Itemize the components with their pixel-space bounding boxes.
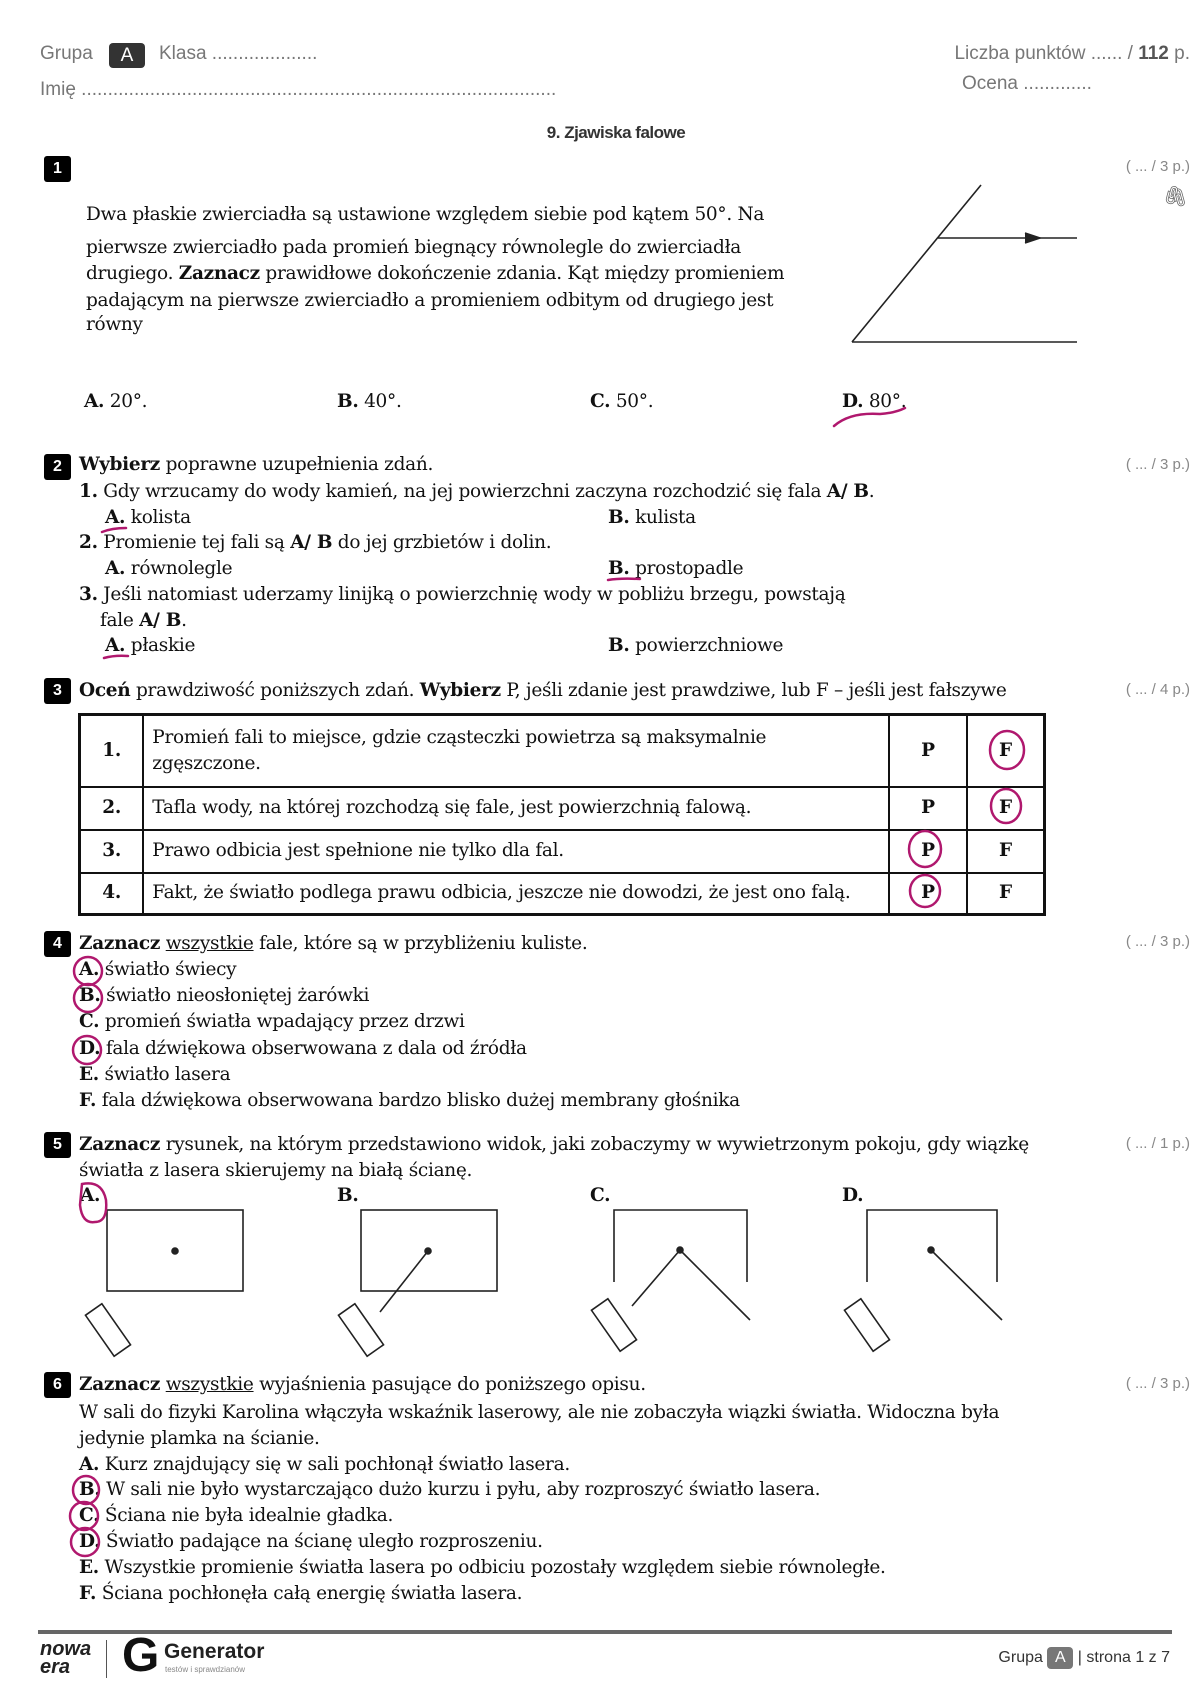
spot-c [677,1247,683,1253]
q4-option-a[interactable] [79,959,236,981]
option-letter: B. [608,635,630,656]
q2-sentence-1 [79,481,874,503]
spot-b [425,1248,431,1254]
wall-a [107,1210,243,1291]
q6-option-f[interactable] [79,1583,522,1605]
option-letter: B. [79,985,101,1006]
text: drugiego. [86,263,179,284]
option-letter: C. [79,1011,100,1032]
option-p[interactable]: P [889,787,967,830]
question-points: ( ... / 3 p.) [1125,456,1190,473]
q6-instruction [79,1374,646,1396]
n: 2. [79,532,98,553]
option-text: 80°. [863,391,907,412]
q6-option-e[interactable] [79,1557,886,1579]
question-points: ( ... / 3 p.) [1125,933,1190,950]
group-label: Grupa [998,1649,1043,1666]
text: . [868,481,875,502]
wall-c [614,1210,747,1282]
reflected-d [931,1250,1002,1320]
text: prawidłowe dokończenie zdania. Kąt między promieniem [259,263,785,284]
option-letter: C. [79,1505,100,1526]
row-number: 2. [80,787,144,830]
option-text: światło świecy [99,959,237,980]
command: Zaznacz [79,933,161,954]
beam-c [632,1250,680,1306]
page-title: 9. Zjawiska falowe [546,123,686,142]
beam-b [380,1251,428,1312]
q4-option-e[interactable] [79,1064,230,1086]
option-text: promień światła wpadający przez drzwi [99,1011,465,1032]
option-text: W sali nie było wystarczająco dużo kurzu i pyłu, aby rozproszyć światło lasera. [100,1479,821,1500]
generator-logo: Generator [164,1640,265,1663]
option-text: Ściana pochłonęła całą energię światła lasera. [96,1583,523,1604]
text: P, jeśli zdanie jest prawdziwe, lub F – jeśli jest fałszywe [500,680,1007,701]
option-letter: C. [590,391,611,412]
q5-option-c[interactable]: C. [590,1185,611,1206]
q2-instruction [79,454,433,476]
q1-option-d[interactable] [842,391,906,413]
text: rysunek, na którym przedstawiono widok, jaki zobaczymy w wywietrzonym pokoju, gdy wiązkę [160,1134,1029,1155]
reflected-c [680,1250,750,1320]
group-label: Grupa [40,43,93,64]
option-text: Kurz znajdujący się w sali pochłonął światło lasera. [99,1454,570,1475]
command: Zaznacz [79,1374,161,1395]
statement: Fakt, że światło podlega prawu odbicia, jeszcze nie dowodzi, że jest ono falą. [143,873,889,915]
mirror-diagram [852,185,1077,342]
option-p[interactable]: P [889,873,967,915]
option-letter: B. [608,507,630,528]
text: prawdziwość poniższych zdań. [130,680,420,701]
q1-text-line: pierwsze zwierciadło pada promień biegnący równolegle do zwierciadła [86,237,742,258]
q3-instruction [79,680,1007,702]
text: Gdy wrzucamy do wody kamień, na jej powierzchni zaczyna rozchodzić się fala [97,481,827,502]
q5-option-b[interactable]: B. [337,1185,359,1206]
q6-description: jedynie plamka na ścianie. [79,1428,320,1449]
q4-option-c[interactable] [79,1011,465,1033]
command: Zaznacz [178,263,260,284]
question-points: ( ... / 4 p.) [1125,681,1190,698]
q2-sentence-3 [79,584,845,606]
text: . [181,610,187,631]
option-letter: B. [337,391,359,412]
command: Wybierz [79,454,161,475]
option-text: 50°. [610,391,654,412]
spot-d [928,1247,934,1253]
q6-option-d[interactable] [79,1531,543,1553]
option-text: Światło padające na ścianę uległo rozproszeniu. [100,1531,543,1552]
question-number: 5 [44,1132,71,1158]
laser-b [338,1304,383,1356]
q2-s2-option-b[interactable] [608,558,743,580]
q2-s1-option-a[interactable] [105,507,191,529]
q1-text-line: Dwa płaskie zwierciadła są ustawione względem siebie pod kątem 50°. Na [86,204,765,225]
option-letter: F. [79,1583,97,1604]
group-badge: A [1047,1647,1073,1669]
command: Oceń [79,680,131,701]
option-text: płaskie [130,635,196,656]
q2-sentence-3b [100,610,187,632]
q1-option-a[interactable] [84,391,147,413]
option-text: kolista [130,507,191,528]
option-text: prostopadle [635,558,744,579]
points-total: 112 [1138,43,1169,64]
text: wyjaśnienia pasujące do poniższego opisu. [253,1374,646,1395]
paperclip-icon: 🖇 [1162,184,1188,208]
q2-s3-option-b[interactable] [608,635,783,657]
statement: Promień fali to miejsce, gdzie cząsteczki powietrza są maksymalnie zgęszczone. [143,715,889,787]
group-badge: A [109,43,145,68]
q4-option-f[interactable] [79,1090,740,1112]
generator-logo-icon: G [122,1629,160,1682]
option-letter: E. [79,1064,99,1085]
row-number: 1. [80,715,144,787]
q1-text-line: padającym na pierwsze zwierciadło a promieniem odbitym od drugiego jest [86,290,774,311]
q5-instruction [79,1134,1029,1156]
q2-s1-option-b[interactable] [608,507,696,529]
option-letter: A. [79,1454,100,1475]
question-points: ( ... / 3 p.) [1125,158,1190,175]
text: poprawne uzupełnienia zdań. [160,454,434,475]
option-letter: B. [79,1479,101,1500]
option-letter: D. [842,391,864,412]
option-text: Ściana nie była idealnie gładka. [99,1505,394,1526]
q2-s2-option-a[interactable] [105,558,232,580]
emphasis: wszystkie [165,933,254,954]
table-row [80,830,1045,873]
option-letter: B. [608,558,630,579]
q6-description: W sali do fizyki Karolina włączyła wskaźnik laserowy, ale nie zobaczyła wiązki światła. Widoczna była [79,1402,1000,1423]
question-number: 1 [44,156,71,182]
q5-option-a[interactable]: A. [80,1185,101,1206]
n: 1. [79,481,98,502]
option-letter: A. [79,959,100,980]
laser-d [844,1299,889,1351]
question-number: 4 [44,931,71,957]
option-letter: A. [105,507,126,528]
points-field[interactable] [954,43,1190,65]
q1-option-b[interactable] [337,391,402,413]
option-letter: E. [79,1557,99,1578]
q6-option-a[interactable] [79,1454,570,1476]
spot-a [172,1248,178,1254]
nowa-era-logo [40,1640,96,1676]
option-letter: D. [79,1531,101,1552]
q4-option-b[interactable] [79,985,369,1007]
q4-instruction [79,933,587,955]
command: Zaznacz [79,1134,161,1155]
option-text: 40°. [358,391,402,412]
option-text: powierzchniowe [635,635,784,656]
q1-option-c[interactable] [590,391,653,413]
q4-option-d[interactable] [79,1038,527,1060]
option-text: światło nieosłoniętej żarówki [100,985,370,1006]
logo-divider [106,1640,107,1678]
question-number: 3 [44,678,71,704]
q5-option-d[interactable]: D. [842,1185,864,1206]
mirror-1 [852,185,981,342]
option-text: fala dźwiękowa obserwowana z dala od źródła [100,1038,527,1059]
q2-s3-option-a[interactable] [105,635,195,657]
option-text: Wszystkie promienie światła lasera po odbiciu pozostały względem siebie równoległe. [98,1557,886,1578]
true-false-table [78,713,1046,916]
statement: Tafla wody, na której rozchodzą się fale, jest powierzchnią falową. [143,787,889,830]
question-number: 2 [44,454,71,480]
ab: A/ B [826,481,869,502]
emphasis: wszystkie [165,1374,254,1395]
option-letter: A. [105,558,126,579]
name-field[interactable]: Imię .......................................................................................... [40,79,557,100]
statement: Prawo odbicia jest spełnione nie tylko dla fal. [143,830,889,873]
points-label: Liczba punktów ...... / [954,43,1139,64]
ab: A/ B [290,532,333,553]
question-points: ( ... / 1 p.) [1125,1135,1190,1152]
logo-text: nowa era [40,1638,92,1678]
option-text: światło lasera [98,1064,231,1085]
row-number: 4. [80,873,144,915]
footer-page-info [998,1647,1170,1669]
table-row [80,787,1045,830]
option-letter: A. [84,391,105,412]
row-number: 3. [80,830,144,873]
q6-option-b[interactable] [79,1479,820,1501]
command: Wybierz [419,680,501,701]
text: do jej grzbietów i dolin. [332,532,552,553]
table-row [80,715,1045,787]
q2-sentence-2 [79,532,551,554]
q1-text-line [86,263,784,285]
option-f[interactable]: F [967,715,1045,787]
wall-b [361,1210,497,1291]
n: 3. [79,584,98,605]
points-unit: p. [1168,43,1190,64]
ab: A/ B [139,610,182,631]
generator-logo-sub: testów i sprawdzianów [165,1665,246,1674]
text: Jeśli natomiast uderzamy linijką o powierzchnię wody w pobliżu brzegu, powstają [97,584,846,605]
q1-text-line: równy [86,314,143,335]
text: fale [100,610,140,631]
option-f[interactable]: F [967,830,1045,873]
laser-figures [85,1210,1002,1356]
option-f[interactable]: F [967,873,1045,915]
option-letter: D. [79,1038,101,1059]
q6-option-c[interactable] [79,1505,393,1527]
text: Promienie tej fali są [97,532,291,553]
laser-a [85,1304,130,1356]
option-letter: F. [79,1090,97,1111]
text: fale, które są w przybliżeniu kuliste. [253,933,588,954]
wall-d [867,1210,997,1282]
table-row [80,873,1045,915]
class-field[interactable]: Klasa .................... [159,43,318,64]
footer-divider [38,1630,1172,1634]
grade-field[interactable]: Ocena ............. [962,73,1092,94]
option-p[interactable]: P [889,830,967,873]
q5-instruction-2: światła z lasera skierujemy na białą ścianę. [79,1160,473,1181]
question-number: 6 [44,1372,71,1398]
question-points: ( ... / 3 p.) [1125,1375,1190,1392]
option-text: kulista [635,507,696,528]
option-text: fala dźwiękowa obserwowana bardzo blisko dużej membrany głośnika [96,1090,740,1111]
arrow-icon [1025,233,1040,243]
option-p[interactable]: P [889,715,967,787]
page-number: | strona 1 z 7 [1077,1649,1170,1666]
laser-c [591,1299,636,1351]
option-text: 20°. [104,391,148,412]
option-text: równolegle [130,558,233,579]
option-letter: A. [105,635,126,656]
option-f[interactable]: F [967,787,1045,830]
